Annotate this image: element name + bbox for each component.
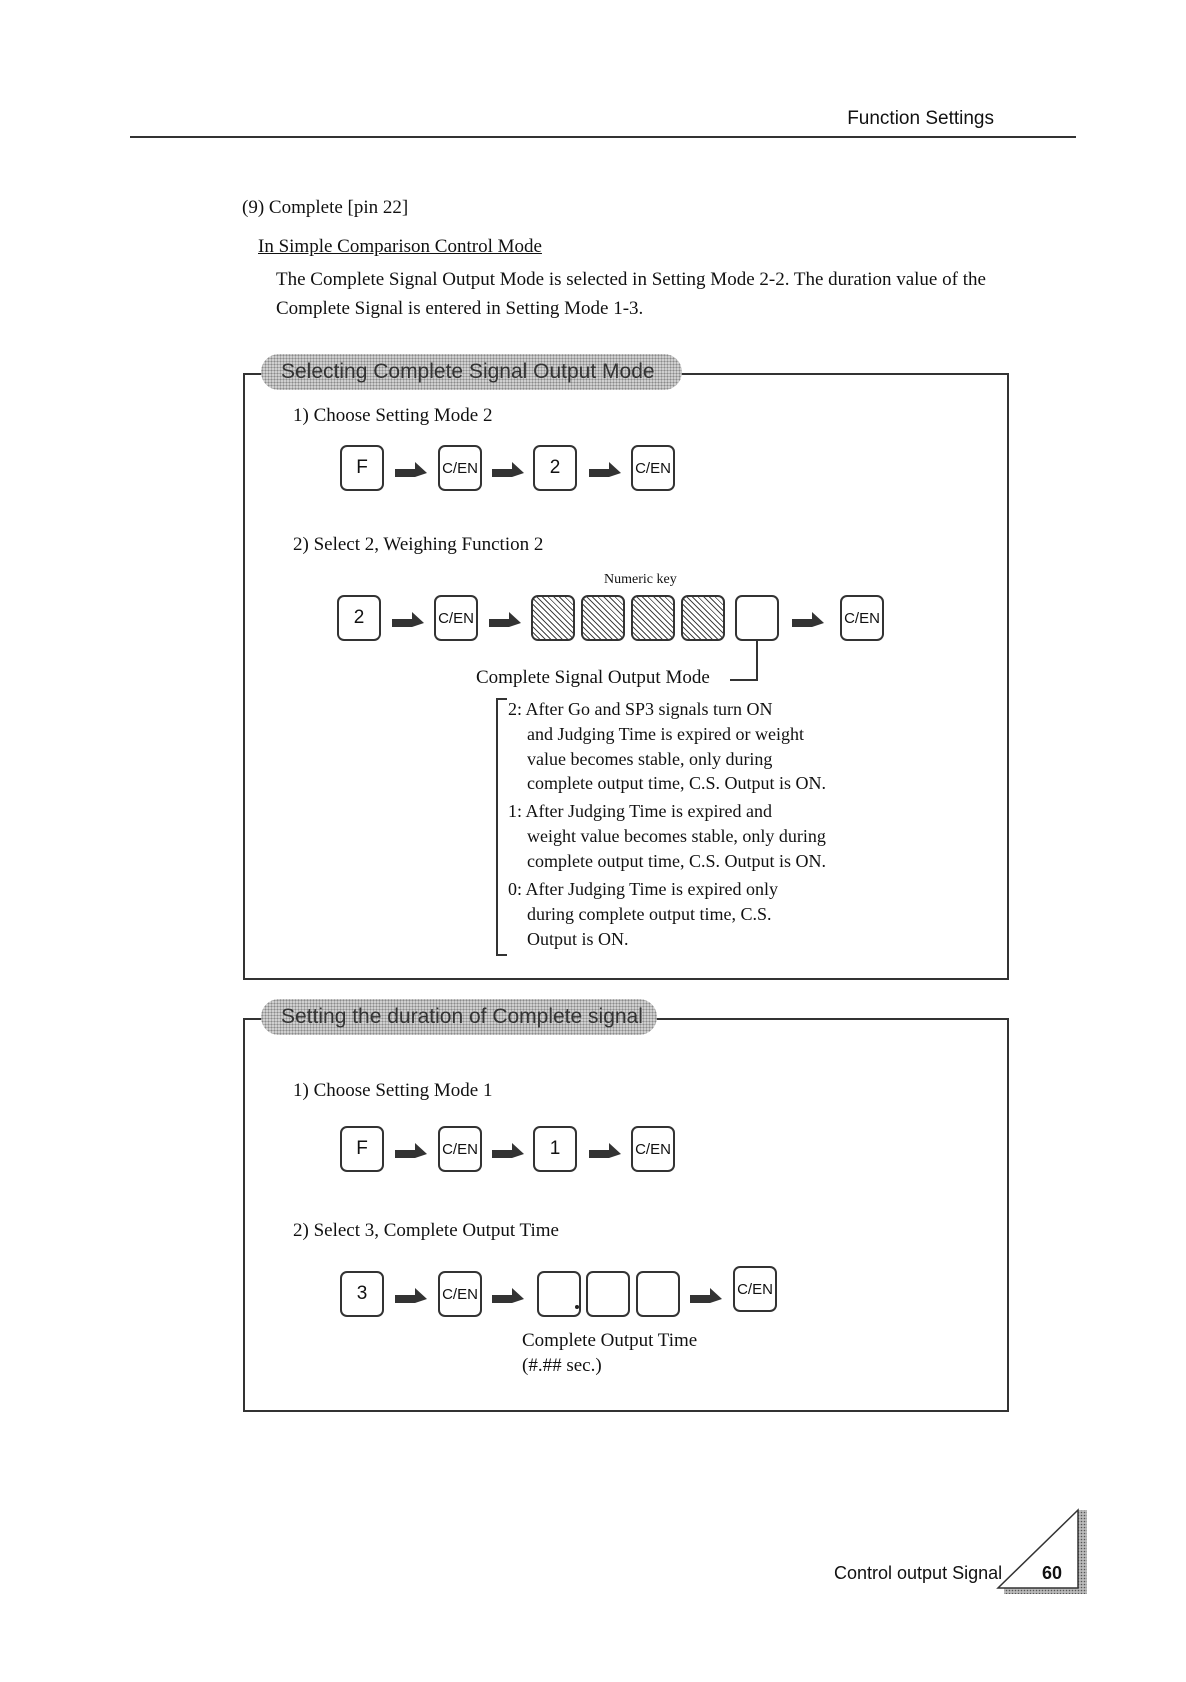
key-2: 2 [533, 445, 577, 491]
mode-2-line-2: and Judging Time is expired or weight [527, 724, 804, 744]
duration-digit-key [636, 1271, 680, 1317]
arrow-icon [393, 1138, 429, 1160]
numeric-digit-key [581, 595, 625, 641]
arrow-icon [587, 457, 623, 479]
intro-line-1: The Complete Signal Output Mode is selected in Setting Mode 2-2. The duration value of the [276, 269, 986, 290]
mode-list-bracket [495, 698, 509, 956]
decimal-point [575, 1305, 579, 1309]
intro-line-2: Complete Signal is entered in Setting Mode 1-3. [276, 298, 644, 319]
arrow-icon [688, 1283, 724, 1305]
box1-step-2: 2) Select 2, Weighing Function 2 [293, 534, 544, 555]
mode-2-line-4: complete output time, C.S. Output is ON. [527, 773, 826, 793]
output-mode-box-title: Selecting Complete Signal Output Mode [261, 354, 682, 390]
duration-digit-key [537, 1271, 581, 1317]
key-f: F [340, 1126, 384, 1172]
output-mode-caption: Complete Signal Output Mode [476, 667, 710, 688]
arrow-icon [393, 457, 429, 479]
mode-1-line-3: complete output time, C.S. Output is ON. [527, 851, 826, 871]
page-corner-triangle [990, 1508, 1090, 1598]
arrow-icon [393, 1283, 429, 1305]
arrow-icon [390, 607, 426, 629]
key-f: F [340, 445, 384, 491]
box1-step-1: 1) Choose Setting Mode 2 [293, 405, 493, 426]
mode-2-line-1: 2: After Go and SP3 signals turn ON [508, 699, 773, 719]
key-cen: C/EN [733, 1266, 777, 1312]
mode-2-line-3: value becomes stable, only during [527, 749, 773, 769]
header-rule [130, 136, 1076, 138]
footer-section-label: Control output Signal [834, 1563, 1003, 1583]
mode-1-line-1: 1: After Judging Time is expired and [508, 801, 772, 821]
key-cen: C/EN [438, 445, 482, 491]
arrow-icon [490, 457, 526, 479]
page-number: 60 [1042, 1563, 1063, 1583]
arrow-icon [487, 607, 523, 629]
key-3: 3 [340, 1271, 384, 1317]
mode-0-line-3: Output is ON. [527, 929, 629, 949]
section-subheading: In Simple Comparison Control Mode [258, 236, 542, 257]
key-cen: C/EN [631, 445, 675, 491]
numeric-digit-key [681, 595, 725, 641]
output-mode-list [508, 697, 888, 959]
numeric-key-label: Numeric key [604, 572, 677, 587]
arrow-icon [490, 1283, 526, 1305]
output-mode-digit-key [735, 595, 779, 641]
duration-caption: Complete Output Time [522, 1330, 698, 1351]
duration-digit-key [586, 1271, 630, 1317]
caption-connector [728, 640, 764, 686]
mode-1-line-2: weight value becomes stable, only during [527, 826, 826, 846]
duration-box-title: Setting the duration of Complete signal [261, 999, 657, 1035]
key-cen: C/EN [631, 1126, 675, 1172]
box2-step-1: 1) Choose Setting Mode 1 [293, 1080, 493, 1101]
duration-box [243, 1018, 1009, 1412]
numeric-digit-key [531, 595, 575, 641]
duration-unit-caption: (#.## sec.) [522, 1355, 602, 1376]
arrow-icon [587, 1138, 623, 1160]
key-cen: C/EN [840, 595, 884, 641]
mode-0-line-2: during complete output time, C.S. [527, 904, 772, 924]
key-2: 2 [337, 595, 381, 641]
key-1: 1 [533, 1126, 577, 1172]
intro-paragraph [276, 265, 1056, 323]
numeric-digit-key [631, 595, 675, 641]
key-cen: C/EN [438, 1271, 482, 1317]
running-header: Function Settings [847, 108, 994, 129]
arrow-icon [790, 607, 826, 629]
box2-step-2: 2) Select 3, Complete Output Time [293, 1220, 559, 1241]
key-cen: C/EN [434, 595, 478, 641]
section-heading: (9) Complete [pin 22] [242, 197, 409, 218]
arrow-icon [490, 1138, 526, 1160]
mode-0-line-1: 0: After Judging Time is expired only [508, 879, 778, 899]
key-cen: C/EN [438, 1126, 482, 1172]
